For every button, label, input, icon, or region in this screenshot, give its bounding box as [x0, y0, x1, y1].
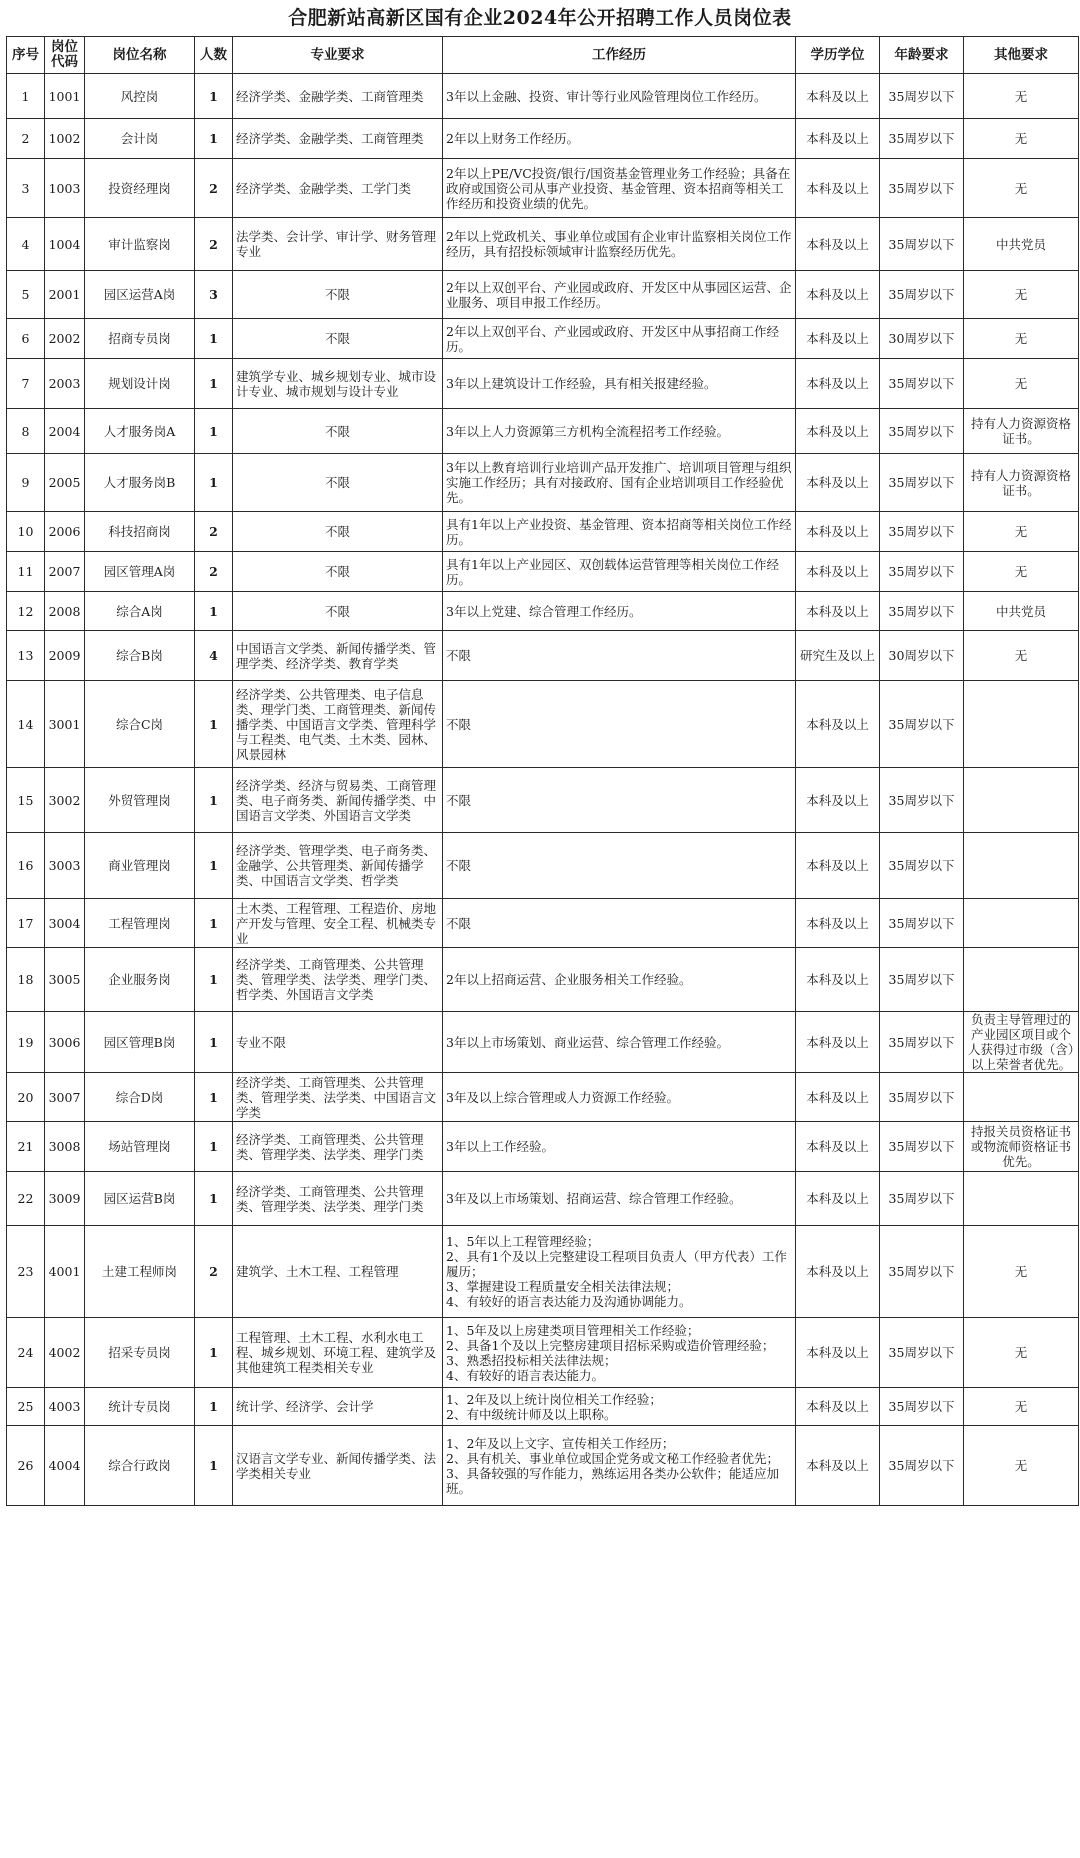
cell-other: 无 [964, 359, 1079, 409]
cell-major: 不限 [233, 592, 443, 631]
cell-experience: 2年以上财务工作经历。 [443, 119, 796, 159]
cell-other [964, 1172, 1079, 1226]
cell-count: 1 [195, 1318, 233, 1388]
cell-age: 35周岁以下 [880, 1388, 964, 1426]
cell-age: 35周岁以下 [880, 1012, 964, 1073]
cell-other [964, 833, 1079, 899]
cell-age: 35周岁以下 [880, 159, 964, 218]
cell-code: 2002 [45, 319, 85, 359]
cell-experience: 3年以上建筑设计工作经验，具有相关报建经验。 [443, 359, 796, 409]
table-row [7, 218, 1079, 271]
cell-code: 4004 [45, 1426, 85, 1506]
table-row [7, 359, 1079, 409]
table-row [7, 1012, 1079, 1073]
cell-position-name: 场站管理岗 [85, 1122, 195, 1172]
cell-other [964, 899, 1079, 948]
header-education: 学历学位 [796, 37, 880, 74]
cell-code: 3004 [45, 899, 85, 948]
cell-other [964, 1073, 1079, 1122]
cell-no: 24 [7, 1318, 45, 1388]
cell-position-name: 企业服务岗 [85, 948, 195, 1012]
cell-experience: 3年以上金融、投资、审计等行业风险管理岗位工作经历。 [443, 74, 796, 119]
cell-age: 35周岁以下 [880, 218, 964, 271]
cell-position-name: 外贸管理岗 [85, 768, 195, 833]
cell-other: 无 [964, 1426, 1079, 1506]
cell-count: 1 [195, 592, 233, 631]
cell-other: 中共党员 [964, 592, 1079, 631]
cell-experience: 1、5年以上工程管理经验； 2、具有1个及以上完整建设工程项目负责人（甲方代表）工作履历； 3、掌握建设工程质量安全相关法律法规； 4、有较好的语言表达能力及沟通协调能力。 [443, 1226, 796, 1318]
cell-no: 26 [7, 1426, 45, 1506]
cell-education: 本科及以上 [796, 359, 880, 409]
cell-position-name: 人才服务岗A [85, 409, 195, 454]
cell-education: 本科及以上 [796, 512, 880, 552]
cell-age: 35周岁以下 [880, 681, 964, 768]
cell-position-name: 园区管理B岗 [85, 1012, 195, 1073]
cell-education: 本科及以上 [796, 319, 880, 359]
cell-no: 14 [7, 681, 45, 768]
cell-count: 1 [195, 1012, 233, 1073]
cell-no: 3 [7, 159, 45, 218]
cell-education: 本科及以上 [796, 1426, 880, 1506]
cell-code: 4003 [45, 1388, 85, 1426]
cell-count: 1 [195, 948, 233, 1012]
cell-age: 35周岁以下 [880, 1122, 964, 1172]
cell-experience: 1、2年及以上统计岗位相关工作经验； 2、有中级统计师及以上职称。 [443, 1388, 796, 1426]
cell-code: 2009 [45, 631, 85, 681]
cell-experience: 3年以上市场策划、商业运营、综合管理工作经验。 [443, 1012, 796, 1073]
table-row [7, 768, 1079, 833]
cell-major: 统计学、经济学、会计学 [233, 1388, 443, 1426]
cell-code: 3009 [45, 1172, 85, 1226]
cell-education: 本科及以上 [796, 159, 880, 218]
cell-count: 2 [195, 512, 233, 552]
cell-count: 1 [195, 1388, 233, 1426]
cell-position-name: 综合C岗 [85, 681, 195, 768]
cell-count: 2 [195, 159, 233, 218]
cell-other: 持报关员资格证书或物流师资格证书优先。 [964, 1122, 1079, 1172]
cell-code: 3007 [45, 1073, 85, 1122]
cell-code: 2003 [45, 359, 85, 409]
cell-major: 经济学类、工商管理类、公共管理类、管理学类、法学类、中国语言文学类 [233, 1073, 443, 1122]
cell-major: 专业不限 [233, 1012, 443, 1073]
cell-age: 35周岁以下 [880, 359, 964, 409]
cell-other: 持有人力资源资格证书。 [964, 454, 1079, 512]
cell-major: 经济学类、工商管理类、公共管理类、管理学类、法学类、理学门类、哲学类、外国语言文学类 [233, 948, 443, 1012]
cell-major: 法学类、会计学、审计学、财务管理专业 [233, 218, 443, 271]
cell-experience: 不限 [443, 631, 796, 681]
cell-count: 2 [195, 218, 233, 271]
cell-experience: 具有1年以上产业投资、基金管理、资本招商等相关岗位工作经历。 [443, 512, 796, 552]
cell-other [964, 948, 1079, 1012]
cell-experience: 不限 [443, 833, 796, 899]
cell-code: 3005 [45, 948, 85, 1012]
table-row [7, 74, 1079, 119]
cell-age: 35周岁以下 [880, 1426, 964, 1506]
cell-count: 1 [195, 833, 233, 899]
cell-experience: 1、2年及以上文字、宣传相关工作经历； 2、具有机关、事业单位或国企党务或文秘工作经验者优先； 3、具备较强的写作能力，熟练运用各类办公软件；能适应加班。 [443, 1426, 796, 1506]
cell-education: 本科及以上 [796, 218, 880, 271]
cell-major: 不限 [233, 454, 443, 512]
cell-count: 1 [195, 319, 233, 359]
cell-experience: 3年以上工作经验。 [443, 1122, 796, 1172]
cell-count: 2 [195, 1226, 233, 1318]
cell-major: 不限 [233, 512, 443, 552]
cell-education: 本科及以上 [796, 948, 880, 1012]
cell-other: 无 [964, 631, 1079, 681]
cell-other: 无 [964, 1318, 1079, 1388]
cell-code: 3003 [45, 833, 85, 899]
cell-no: 8 [7, 409, 45, 454]
cell-position-name: 园区运营B岗 [85, 1172, 195, 1226]
cell-code: 1004 [45, 218, 85, 271]
cell-major: 汉语言文学专业、新闻传播学类、法学类相关专业 [233, 1426, 443, 1506]
cell-count: 1 [195, 454, 233, 512]
cell-code: 4002 [45, 1318, 85, 1388]
cell-count: 2 [195, 552, 233, 592]
table-row [7, 681, 1079, 768]
cell-age: 35周岁以下 [880, 1226, 964, 1318]
cell-experience: 3年以上党建、综合管理工作经历。 [443, 592, 796, 631]
table-header-row [7, 37, 1079, 74]
table-row [7, 159, 1079, 218]
cell-major: 经济学类、工商管理类、公共管理类、管理学类、法学类、理学门类 [233, 1172, 443, 1226]
cell-code: 2006 [45, 512, 85, 552]
header-major: 专业要求 [233, 37, 443, 74]
cell-experience: 3年以上教育培训行业培训产品开发推广、培训项目管理与组织实施工作经历；具有对接政府、国有企业培训项目工作经验优先。 [443, 454, 796, 512]
cell-no: 20 [7, 1073, 45, 1122]
cell-position-name: 土建工程师岗 [85, 1226, 195, 1318]
cell-no: 16 [7, 833, 45, 899]
cell-education: 本科及以上 [796, 552, 880, 592]
cell-age: 35周岁以下 [880, 512, 964, 552]
cell-code: 1001 [45, 74, 85, 119]
cell-other [964, 681, 1079, 768]
header-age: 年龄要求 [880, 37, 964, 74]
cell-education: 本科及以上 [796, 1073, 880, 1122]
cell-age: 35周岁以下 [880, 899, 964, 948]
cell-position-name: 招商专员岗 [85, 319, 195, 359]
cell-experience: 2年以上PE/VC投资/银行/国资基金管理业务工作经验；具备在政府或国资公司从事产业投资、基金管理、资本招商等相关工作经历和投资业绩的优先。 [443, 159, 796, 218]
cell-other: 无 [964, 271, 1079, 319]
header-name: 岗位名称 [85, 37, 195, 74]
cell-age: 35周岁以下 [880, 768, 964, 833]
cell-education: 本科及以上 [796, 454, 880, 512]
cell-major: 工程管理、土木工程、水利水电工程、城乡规划、环境工程、建筑学及其他建筑工程类相关专业 [233, 1318, 443, 1388]
cell-education: 本科及以上 [796, 74, 880, 119]
cell-count: 1 [195, 768, 233, 833]
cell-code: 3002 [45, 768, 85, 833]
cell-position-name: 综合B岗 [85, 631, 195, 681]
cell-position-name: 园区运营A岗 [85, 271, 195, 319]
table-row [7, 552, 1079, 592]
cell-major: 经济学类、工商管理类、公共管理类、管理学类、法学类、理学门类 [233, 1122, 443, 1172]
cell-major: 不限 [233, 409, 443, 454]
cell-count: 1 [195, 1122, 233, 1172]
cell-major: 中国语言文学类、新闻传播学类、管理学类、经济学类、教育学类 [233, 631, 443, 681]
cell-experience: 2年以上双创平台、产业园或政府、开发区中从事园区运营、企业服务、项目申报工作经历。 [443, 271, 796, 319]
cell-code: 3006 [45, 1012, 85, 1073]
cell-age: 35周岁以下 [880, 74, 964, 119]
cell-no: 18 [7, 948, 45, 1012]
table-row [7, 1226, 1079, 1318]
cell-code: 2007 [45, 552, 85, 592]
cell-no: 25 [7, 1388, 45, 1426]
cell-count: 1 [195, 359, 233, 409]
cell-experience: 1、5年及以上房建类项目管理相关工作经验； 2、具备1个及以上完整房建项目招标采购或造价管理经验； 3、熟悉招投标相关法律法规； 4、有较好的语言表达能力。 [443, 1318, 796, 1388]
cell-code: 2008 [45, 592, 85, 631]
cell-position-name: 工程管理岗 [85, 899, 195, 948]
cell-count: 1 [195, 74, 233, 119]
cell-position-name: 园区管理A岗 [85, 552, 195, 592]
cell-other: 无 [964, 319, 1079, 359]
cell-count: 1 [195, 1426, 233, 1506]
cell-other: 中共党员 [964, 218, 1079, 271]
cell-major: 经济学类、金融学类、工商管理类 [233, 74, 443, 119]
cell-no: 4 [7, 218, 45, 271]
header-other: 其他要求 [964, 37, 1079, 74]
job-positions-table [6, 36, 1079, 1506]
cell-position-name: 规划设计岗 [85, 359, 195, 409]
table-row [7, 899, 1079, 948]
cell-education: 本科及以上 [796, 409, 880, 454]
cell-count: 1 [195, 681, 233, 768]
cell-age: 35周岁以下 [880, 409, 964, 454]
cell-experience: 2年以上党政机关、事业单位或国有企业审计监察相关岗位工作经历，具有招投标领域审计监察经历优先。 [443, 218, 796, 271]
cell-code: 2005 [45, 454, 85, 512]
table-row [7, 454, 1079, 512]
cell-major: 经济学类、管理学类、电子商务类、金融学、公共管理类、新闻传播学类、中国语言文学类、哲学类 [233, 833, 443, 899]
table-row [7, 119, 1079, 159]
cell-education: 本科及以上 [796, 1226, 880, 1318]
cell-position-name: 人才服务岗B [85, 454, 195, 512]
cell-no: 15 [7, 768, 45, 833]
cell-experience: 不限 [443, 768, 796, 833]
cell-no: 19 [7, 1012, 45, 1073]
table-row [7, 319, 1079, 359]
cell-count: 1 [195, 1073, 233, 1122]
cell-no: 5 [7, 271, 45, 319]
cell-experience: 3年以上人力资源第三方机构全流程招考工作经验。 [443, 409, 796, 454]
cell-position-name: 综合D岗 [85, 1073, 195, 1122]
cell-age: 35周岁以下 [880, 1318, 964, 1388]
cell-experience: 2年以上招商运营、企业服务相关工作经验。 [443, 948, 796, 1012]
cell-position-name: 综合A岗 [85, 592, 195, 631]
cell-education: 研究生及以上 [796, 631, 880, 681]
cell-no: 12 [7, 592, 45, 631]
cell-major: 经济学类、金融学类、工商管理类 [233, 119, 443, 159]
cell-position-name: 风控岗 [85, 74, 195, 119]
cell-major: 不限 [233, 319, 443, 359]
cell-education: 本科及以上 [796, 899, 880, 948]
cell-education: 本科及以上 [796, 768, 880, 833]
cell-other: 无 [964, 74, 1079, 119]
cell-no: 21 [7, 1122, 45, 1172]
cell-no: 22 [7, 1172, 45, 1226]
cell-position-name: 招采专员岗 [85, 1318, 195, 1388]
cell-age: 35周岁以下 [880, 1073, 964, 1122]
cell-no: 6 [7, 319, 45, 359]
cell-education: 本科及以上 [796, 1172, 880, 1226]
document-title: 合肥新站高新区国有企业2024年公开招聘工作人员岗位表 [288, 7, 792, 29]
cell-age: 30周岁以下 [880, 319, 964, 359]
cell-no: 7 [7, 359, 45, 409]
cell-count: 1 [195, 1172, 233, 1226]
cell-age: 35周岁以下 [880, 592, 964, 631]
cell-count: 4 [195, 631, 233, 681]
header-no: 序号 [7, 37, 45, 74]
table-row [7, 833, 1079, 899]
cell-no: 11 [7, 552, 45, 592]
cell-other: 无 [964, 1226, 1079, 1318]
cell-education: 本科及以上 [796, 1318, 880, 1388]
cell-other: 无 [964, 512, 1079, 552]
cell-position-name: 综合行政岗 [85, 1426, 195, 1506]
cell-other: 无 [964, 119, 1079, 159]
cell-count: 1 [195, 409, 233, 454]
header-count: 人数 [195, 37, 233, 74]
table-row [7, 271, 1079, 319]
cell-other [964, 768, 1079, 833]
cell-age: 35周岁以下 [880, 552, 964, 592]
cell-no: 23 [7, 1226, 45, 1318]
cell-major: 经济学类、公共管理类、电子信息类、理学门类、工商管理类、新闻传播学类、中国语言文学类、管理科学与工程类、电气类、土木类、园林、风景园林 [233, 681, 443, 768]
cell-major: 不限 [233, 552, 443, 592]
cell-position-name: 统计专员岗 [85, 1388, 195, 1426]
cell-education: 本科及以上 [796, 1012, 880, 1073]
table-row [7, 592, 1079, 631]
cell-other: 负责主导管理过的产业园区项目或个人获得过市级（含）以上荣誉者优先。 [964, 1012, 1079, 1073]
cell-count: 1 [195, 119, 233, 159]
table-row [7, 631, 1079, 681]
cell-major: 经济学类、金融学类、工学门类 [233, 159, 443, 218]
cell-age: 35周岁以下 [880, 1172, 964, 1226]
cell-other: 无 [964, 552, 1079, 592]
cell-major: 建筑学专业、城乡规划专业、城市设计专业、城市规划与设计专业 [233, 359, 443, 409]
cell-education: 本科及以上 [796, 1122, 880, 1172]
cell-major: 经济学类、经济与贸易类、工商管理类、电子商务类、新闻传播学类、中国语言文学类、外国语言文学类 [233, 768, 443, 833]
cell-no: 2 [7, 119, 45, 159]
cell-code: 1003 [45, 159, 85, 218]
cell-education: 本科及以上 [796, 119, 880, 159]
cell-position-name: 商业管理岗 [85, 833, 195, 899]
cell-no: 9 [7, 454, 45, 512]
cell-code: 3001 [45, 681, 85, 768]
table-row [7, 512, 1079, 552]
cell-other: 持有人力资源资格证书。 [964, 409, 1079, 454]
header-code: 岗位代码 [45, 37, 85, 74]
cell-education: 本科及以上 [796, 833, 880, 899]
table-row [7, 1426, 1079, 1506]
cell-experience: 具有1年以上产业园区、双创载体运营管理等相关岗位工作经历。 [443, 552, 796, 592]
cell-age: 30周岁以下 [880, 631, 964, 681]
cell-age: 35周岁以下 [880, 454, 964, 512]
cell-education: 本科及以上 [796, 681, 880, 768]
table-row [7, 948, 1079, 1012]
cell-experience: 不限 [443, 681, 796, 768]
cell-experience: 不限 [443, 899, 796, 948]
table-row [7, 1172, 1079, 1226]
cell-no: 17 [7, 899, 45, 948]
cell-code: 2001 [45, 271, 85, 319]
cell-experience: 3年及以上市场策划、招商运营、综合管理工作经验。 [443, 1172, 796, 1226]
cell-position-name: 会计岗 [85, 119, 195, 159]
table-row [7, 409, 1079, 454]
cell-other: 无 [964, 1388, 1079, 1426]
cell-major: 土木类、工程管理、工程造价、房地产开发与管理、安全工程、机械类专业 [233, 899, 443, 948]
cell-no: 10 [7, 512, 45, 552]
cell-position-name: 科技招商岗 [85, 512, 195, 552]
cell-age: 35周岁以下 [880, 833, 964, 899]
cell-position-name: 投资经理岗 [85, 159, 195, 218]
cell-position-name: 审计监察岗 [85, 218, 195, 271]
cell-code: 2004 [45, 409, 85, 454]
cell-education: 本科及以上 [796, 1388, 880, 1426]
table-body [7, 74, 1079, 1506]
cell-no: 13 [7, 631, 45, 681]
cell-count: 3 [195, 271, 233, 319]
cell-experience: 3年及以上综合管理或人力资源工作经验。 [443, 1073, 796, 1122]
cell-other: 无 [964, 159, 1079, 218]
cell-no: 1 [7, 74, 45, 119]
cell-code: 4001 [45, 1226, 85, 1318]
cell-education: 本科及以上 [796, 592, 880, 631]
table-row [7, 1318, 1079, 1388]
table-row [7, 1122, 1079, 1172]
cell-education: 本科及以上 [796, 271, 880, 319]
cell-major: 不限 [233, 271, 443, 319]
cell-age: 35周岁以下 [880, 948, 964, 1012]
cell-age: 35周岁以下 [880, 119, 964, 159]
cell-code: 1002 [45, 119, 85, 159]
cell-code: 3008 [45, 1122, 85, 1172]
cell-experience: 2年以上双创平台、产业园或政府、开发区中从事招商工作经历。 [443, 319, 796, 359]
cell-count: 1 [195, 899, 233, 948]
cell-age: 35周岁以下 [880, 271, 964, 319]
cell-major: 建筑学、土木工程、工程管理 [233, 1226, 443, 1318]
header-experience: 工作经历 [443, 37, 796, 74]
table-row [7, 1388, 1079, 1426]
table-row [7, 1073, 1079, 1122]
